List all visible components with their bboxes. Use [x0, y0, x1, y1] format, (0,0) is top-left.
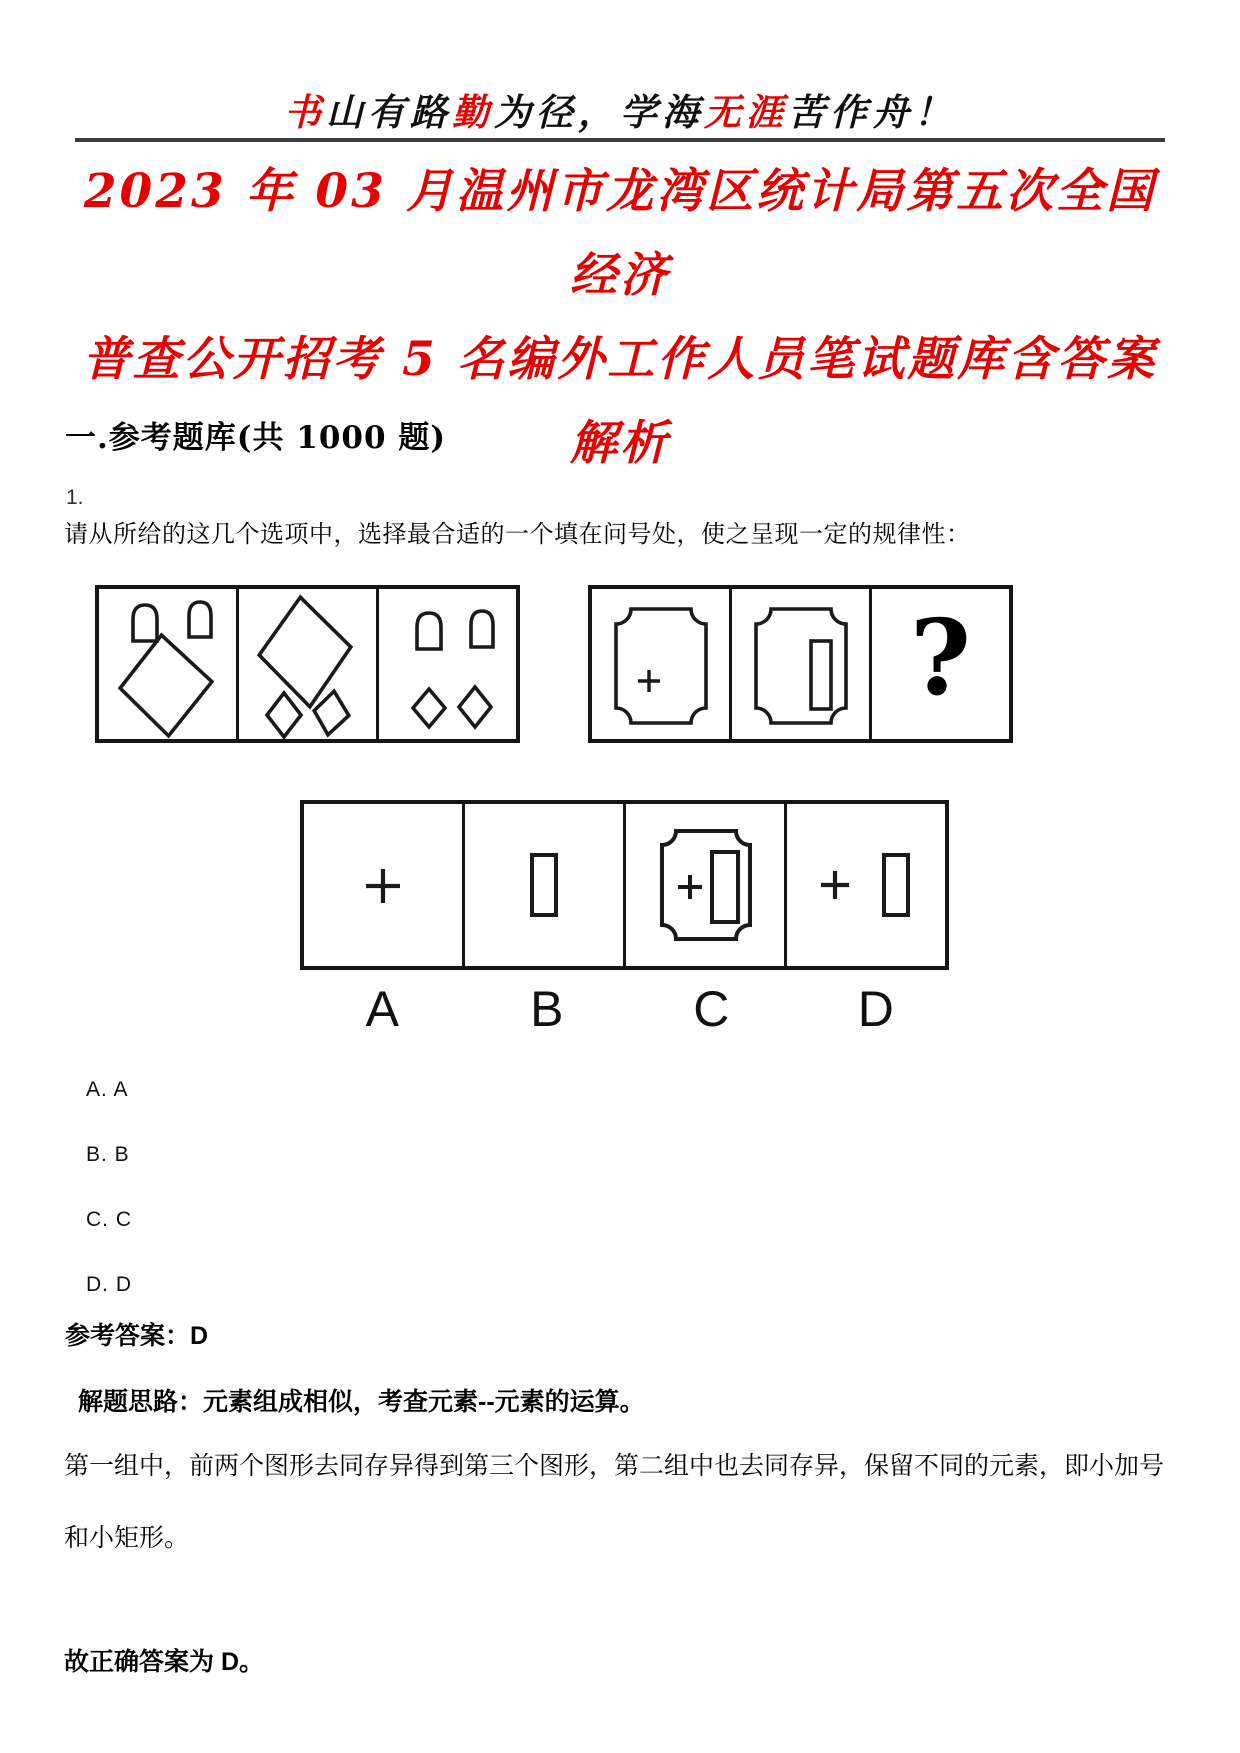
arches-smalls-icon [379, 589, 516, 739]
cell-question-mark [869, 589, 1009, 739]
option-label-b: B [530, 981, 564, 1037]
title-line-1: 2023 年 03 月温州市龙湾区统计局第五次全国经济 [83, 164, 1157, 303]
analysis-idea: 解题思路：元素组成相似，考查元素--元素的运算。 [78, 1388, 645, 1416]
large-diamond-icon [117, 632, 216, 739]
arches-diamond-icon [99, 589, 236, 739]
option-label-a: A [365, 981, 399, 1037]
cell-arches-over-two-small-diamonds [376, 589, 516, 739]
header-motto [0, 92, 1240, 132]
badge-rect-icon [732, 589, 869, 739]
small-diamond-icon [267, 693, 301, 737]
question-text: 请从所给的这几个选项中，选择最合适的一个填在问号处，使之呈现一定的规律性： [64, 521, 971, 548]
answer-options-row [300, 800, 949, 970]
plus-icon [678, 875, 702, 899]
rectangle-icon [712, 852, 738, 922]
rectangle-icon [465, 804, 623, 966]
option-figure-b [462, 804, 623, 966]
badge-plus-rect-icon [626, 804, 784, 966]
large-diamond-icon [254, 593, 355, 711]
option-b: B. B [86, 1143, 130, 1166]
analysis-conclusion: 故正确答案为 D。 [64, 1648, 265, 1676]
motto-segment: 为径，学海 [494, 90, 704, 134]
cell-badge-with-plus [592, 589, 729, 739]
motto-segment: 无涯 [704, 90, 788, 134]
title-line-2: 普查公开招考 5 名编外工作人员笔试题库含答案 [82, 332, 1158, 387]
arch-icon [471, 611, 493, 647]
cell-arches-over-large-diamond [99, 589, 236, 739]
puzzle-group-1 [95, 585, 520, 743]
motto-segment: 山有路 [326, 90, 452, 134]
option-labels [300, 980, 958, 1038]
small-diamond-icon [459, 687, 491, 727]
arch-icon [189, 602, 211, 637]
puzzle-row-1 [95, 585, 1013, 743]
cell-badge-with-rectangle [729, 589, 869, 739]
question-mark: ? [910, 596, 971, 719]
option-figure-d [784, 804, 945, 966]
small-diamond-icon [413, 689, 445, 727]
option-label-d: D [857, 981, 894, 1037]
plus-icon [638, 670, 660, 692]
title-line-3: 解析 [570, 416, 670, 471]
plus-rect-icon [787, 804, 945, 966]
option-c: C. C [86, 1208, 132, 1231]
option-d: D. D [86, 1273, 132, 1296]
diamond-smalls-icon [239, 589, 376, 739]
header-divider [75, 138, 1165, 142]
motto-segment: 勤 [452, 90, 494, 134]
rectangle-icon [884, 855, 908, 915]
option-label-c: C [693, 981, 730, 1037]
option-figure-c [623, 804, 784, 966]
section-heading: 一.参考题库(共 1000 题) [65, 420, 446, 456]
option-figure-a [304, 804, 462, 966]
option-a: A. A [86, 1078, 129, 1101]
plus-icon [821, 871, 849, 899]
motto-segment: 书 [284, 90, 326, 134]
arch-icon [417, 613, 441, 649]
analysis-detail: 第一组中，前两个图形去同存异得到第三个图形，第二组中也去同存异，保留不同的元素，即小加号和小矩形。 [64, 1452, 1165, 1552]
rectangle-icon [811, 641, 831, 709]
badge-shape-icon [616, 609, 706, 723]
question-number: 1. [66, 486, 84, 509]
arch-icon [133, 605, 157, 641]
plus-icon [304, 804, 462, 966]
cell-large-diamond-over-two-small-diamonds [236, 589, 376, 739]
puzzle-group-2 [588, 585, 1013, 743]
motto-segment: 苦作舟！ [788, 90, 956, 134]
answer-line: 参考答案：D [65, 1322, 209, 1350]
badge-plus-icon [592, 589, 729, 739]
